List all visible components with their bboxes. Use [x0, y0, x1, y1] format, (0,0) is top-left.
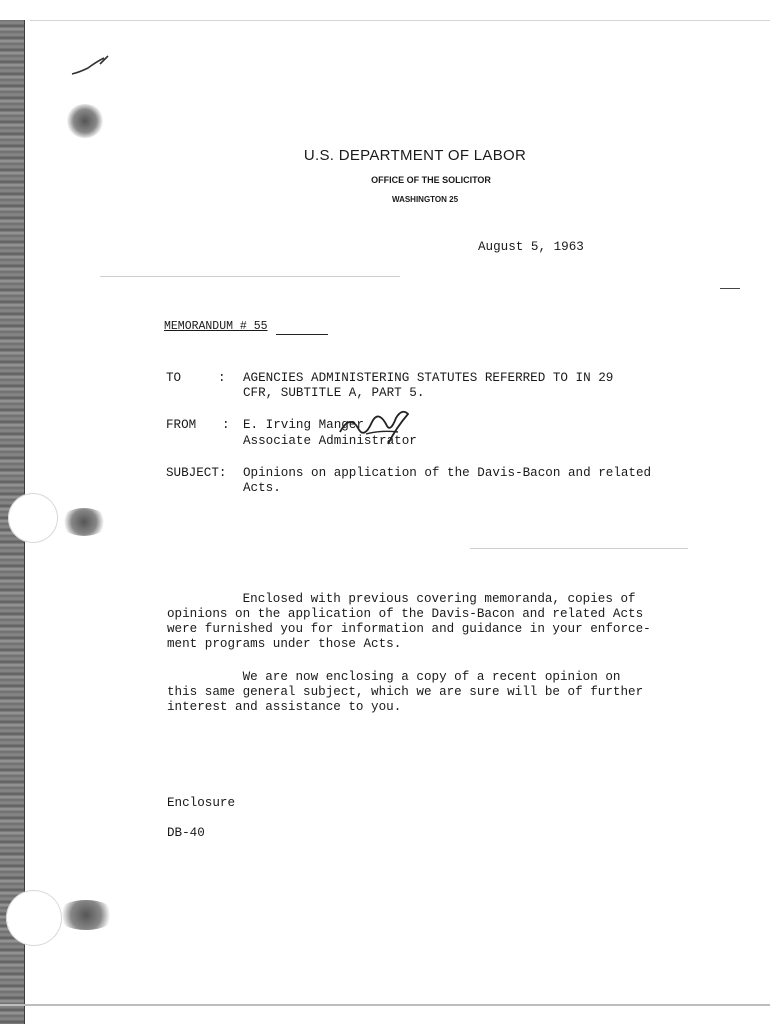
body-paragraph-2-line: this same general subject, which we are sure will be of further: [167, 685, 644, 699]
subject-label: SUBJECT:: [166, 466, 227, 480]
to-colon: :: [218, 371, 226, 385]
letterhead-office: OFFICE OF THE SOLICITOR: [371, 175, 491, 185]
to-label: TO: [166, 371, 182, 385]
body-paragraph-1-line: Enclosed with previous covering memoranda, copies of: [167, 592, 636, 606]
page-bottom-edge: [0, 1004, 770, 1006]
subject-line: Opinions on application of the Davis-Bacon and related: [243, 466, 652, 480]
punch-hole: [8, 493, 58, 543]
body-paragraph-1-line: were furnished you for information and guidance in your enforce-: [167, 622, 651, 636]
body-paragraph-2-line: We are now enclosing a copy of a recent opinion on: [167, 670, 621, 684]
memorandum-number: MEMORANDUM # 55: [164, 320, 268, 333]
signature-initials: [336, 408, 416, 446]
ink-smudge: [60, 508, 108, 536]
to-line: AGENCIES ADMINISTERING STATUTES REFERRED TO IN 29: [243, 371, 614, 385]
to-line: CFR, SUBTITLE A, PART 5.: [243, 386, 425, 400]
reference-code: DB-40: [167, 826, 205, 840]
from-name: E. Irving Manger: [243, 418, 364, 432]
margin-mark: [720, 288, 740, 289]
from-title: Associate Administrator: [243, 434, 417, 448]
letterhead-city: WASHINGTON 25: [391, 195, 459, 204]
body-paragraph-1-line: opinions on the application of the Davis-Bacon and related Acts: [167, 607, 644, 621]
subject-line: Acts.: [243, 481, 281, 495]
from-label: FROM: [166, 418, 197, 432]
memorandum-underline: [276, 334, 328, 335]
punch-hole: [6, 890, 62, 946]
enclosure-note: Enclosure: [167, 796, 236, 810]
handwritten-mark-icon: [70, 54, 118, 78]
letterhead-department: U.S. DEPARTMENT OF LABOR: [303, 147, 527, 164]
scan-artifact-line: [100, 276, 400, 277]
page-top-edge: [30, 20, 770, 21]
scan-artifact-line: [470, 548, 688, 549]
body-paragraph-2-line: interest and assistance to you.: [167, 700, 402, 714]
ink-smudge: [66, 104, 104, 138]
memo-date: August 5, 1963: [478, 240, 584, 254]
ink-smudge: [56, 900, 116, 930]
body-paragraph-1-line: ment programs under those Acts.: [167, 637, 402, 651]
from-colon: :: [222, 418, 230, 432]
